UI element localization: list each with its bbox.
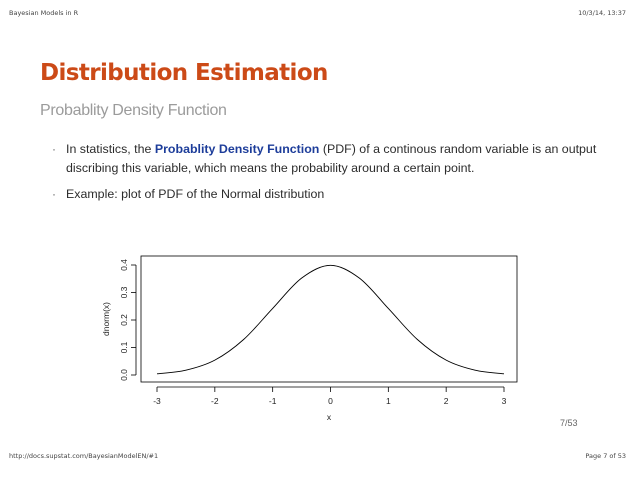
y-tick-label: 0.4: [119, 259, 129, 271]
slide-subtitle: Probablity Density Function: [40, 102, 227, 119]
slide-title: Distribution Estimation: [40, 60, 328, 86]
series-line: [157, 265, 504, 373]
x-tick-label: -3: [153, 396, 161, 406]
header-document-title: Bayesian Models in R: [9, 9, 79, 17]
y-tick-label: 0.0: [119, 369, 129, 381]
header-timestamp: 10/3/14, 13:37: [578, 9, 626, 17]
bullet-text-prefix: In statistics, the: [66, 142, 155, 156]
y-tick-label: 0.1: [119, 341, 129, 354]
bullet-text-emphasis: Probablity Density Function: [154, 142, 320, 156]
bullet-dot-icon: ·: [52, 187, 56, 201]
y-axis-label: dnorm(x): [101, 301, 111, 337]
x-tick-label: -1: [268, 396, 277, 406]
x-tick-label: 3: [501, 396, 507, 406]
bullet-text: Example: plot of PDF of the Normal distribution: [66, 187, 325, 201]
plot-frame: [141, 256, 517, 382]
x-tick-label: -2: [211, 396, 219, 406]
y-tick-label: 0.3: [119, 286, 129, 299]
x-tick-label: 0: [328, 396, 333, 406]
bullet-dot-icon: ·: [52, 142, 56, 156]
bullet-text-suffix: (PDF) of a continous random variable is an output discribing this variable, which means the probability around a certain point.: [66, 142, 597, 175]
footer-page-count: Page 7 of 53: [585, 452, 626, 460]
x-tick-label: 2: [443, 396, 449, 406]
y-axis: [119, 259, 136, 381]
x-tick-label: 1: [385, 396, 391, 406]
y-tick-label: 0.2: [119, 314, 129, 326]
slide-page-indicator: 7/53: [560, 418, 578, 428]
footer-url: http://docs.supstat.com/BayesianModelEN/#1: [9, 452, 159, 460]
x-axis: [153, 387, 506, 406]
x-axis-label: x: [326, 412, 332, 422]
